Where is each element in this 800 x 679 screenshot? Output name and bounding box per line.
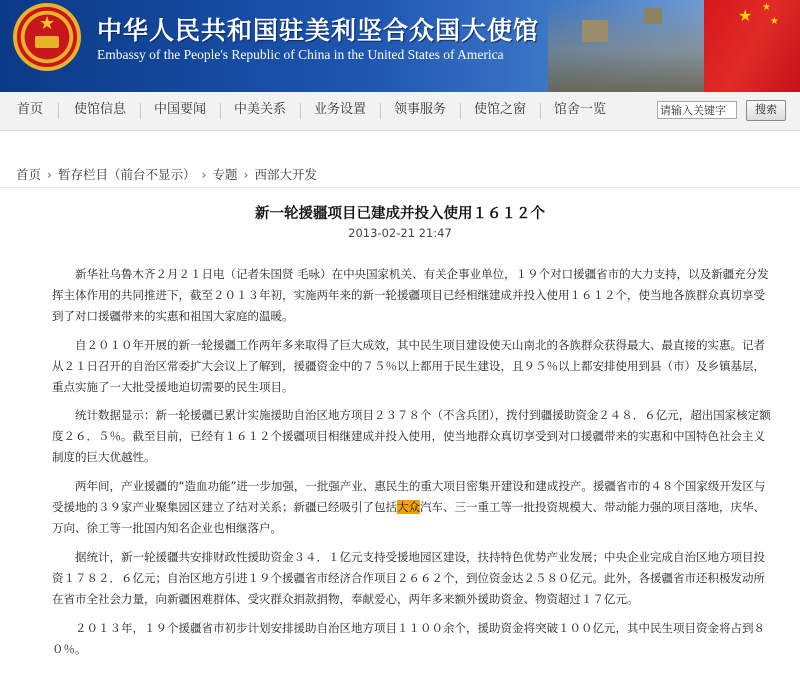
national-emblem-icon [13,3,81,71]
breadcrumb-staging[interactable]: 暂存栏目（前台不显示） [58,167,196,182]
nav-divider [58,103,59,119]
nav-divider [220,103,221,119]
search-highlight: 大众 [397,500,420,514]
great-wall-banner-image [548,0,708,92]
flag-star-icon: ★ [738,6,753,25]
watchtower-shape [644,8,662,24]
article-paragraph [52,476,774,539]
chevron-right-icon: › [201,167,207,182]
nav-divider [540,103,541,119]
nav-item-embassy-window[interactable]: 使馆之窗 [473,102,526,117]
tiananmen-gate-icon [35,36,59,48]
chevron-right-icon: › [243,167,249,182]
flag-star-icon: ★ [770,16,779,27]
nav-divider [140,103,141,119]
nav-item-home[interactable]: 首页 [16,102,43,117]
divider [0,187,800,188]
nav-item-premises[interactable]: 馆舍一览 [553,102,606,117]
nav-item-china-us-relations[interactable]: 中美关系 [233,102,286,117]
article-paragraph: 自２０１０年开展的新一轮援疆工作两年多来取得了巨大成效，其中民生项目建设使天山南北的各族群众获得最大、最直接的实惠。记者从２１日召开的自治区常委扩大会议上了解到，援疆资金中的７５％以上都用于民生建设，且９５％以上都安排使用到县（市）及乡镇基层，重点实施了一大批受援地迫切需要的民生项目。 [52,338,765,394]
article-paragraph: 据统计，新一轮援疆共安排财政性援助资金３４．１亿元支持受援地园区建设，扶持特色优势产业发展；中央企业完成自治区地方项目投资１７８２．６亿元；自治区地方引进１９个援疆省市经济合作项目２６６２个，到位资金达２５８０亿元。此外，各援疆省市还积极发动所在省市全社会力量，向新疆困难群体、受灾群众捐款捐物，奉献爱心，两年多来额外援助资金、物资超过１７亿元。 [52,550,765,606]
star-icon: ★ [39,13,56,34]
breadcrumb-topics[interactable]: 专题 [212,167,238,182]
nav-divider [380,103,381,119]
nav-divider [460,103,461,119]
nav-divider [300,103,301,119]
breadcrumb [16,165,317,183]
article-paragraph: 新华社乌鲁木齐２月２１日电（记者朱国贤 毛咏）在中央国家机关、有关企事业单位，１９个对口援疆省市的大力支持，以及新疆充分发挥主体作用的共同推进下，截至２０１３年初，实施两年来的新一轮援疆项目已经相继建成并投入使用１６１２个，使当地各族群众真切享受到了对口援疆带来的实惠和祖国大家庭的温暖。 [52,267,769,323]
article-title: 新一轮援疆项目已建成并投入使用１６１２个 [255,206,545,222]
nav-item-china-news[interactable]: 中国要闻 [153,102,206,117]
article-paragraph: ２０１３年，１９个援疆省市初步计划安排援助自治区地方项目１１００余个，援助资金将突破１００亿元，其中民生项目资金将占到８０％。 [52,621,765,656]
article-date: 2013-02-21 21:47 [348,226,452,240]
search-input[interactable] [657,101,737,119]
article-paragraph: 统计数据显示：新一轮援疆已累计实施援助自治区地方项目２３７８个（不含兵团），拨付到疆援助资金２４８．６亿元，超出国家核定额度２６．５％。截至目前，已经有１６１２个援疆项目相继建成并投入使用，使当地群众真切享受到对口援疆带来的实惠和中国特色社会主义制度的巨大优越性。 [52,408,771,464]
flag-star-icon: ★ [762,2,771,13]
site-title-en[interactable]: Embassy of the People's Republic of China in the United States of America [97,47,504,62]
paragraph-text: 两年间，产业援疆的“造血功能”进一步加强，一批强产业、惠民生的重大项目密集开建设和建成投产。援疆省市的４８个国家级开发区与受援地的３９家产业聚集园区建立了结对关系；新疆已经吸引了包括 [52,479,766,514]
paragraph-text: 汽车、三一重工等一批投资规模大、带动能力强的项目落地，庆华、万向、徐工等一批国内知名企业也相继落户。 [52,500,765,535]
site-title-cn[interactable]: 中华人民共和国驻美利坚合众国大使馆 [97,16,540,45]
watchtower-shape [582,20,608,42]
breadcrumb-western-development[interactable]: 西部大开发 [254,167,318,182]
breadcrumb-home[interactable]: 首页 [16,167,42,182]
nav-item-services[interactable]: 业务设置 [313,102,366,117]
site-header [0,0,800,92]
nav-item-embassy-info[interactable]: 使馆信息 [73,102,126,117]
search-button[interactable]: 搜索 [746,100,786,121]
national-flag-image [704,0,800,92]
chevron-right-icon: › [47,167,53,182]
nav-item-consular[interactable]: 领事服务 [393,102,446,117]
